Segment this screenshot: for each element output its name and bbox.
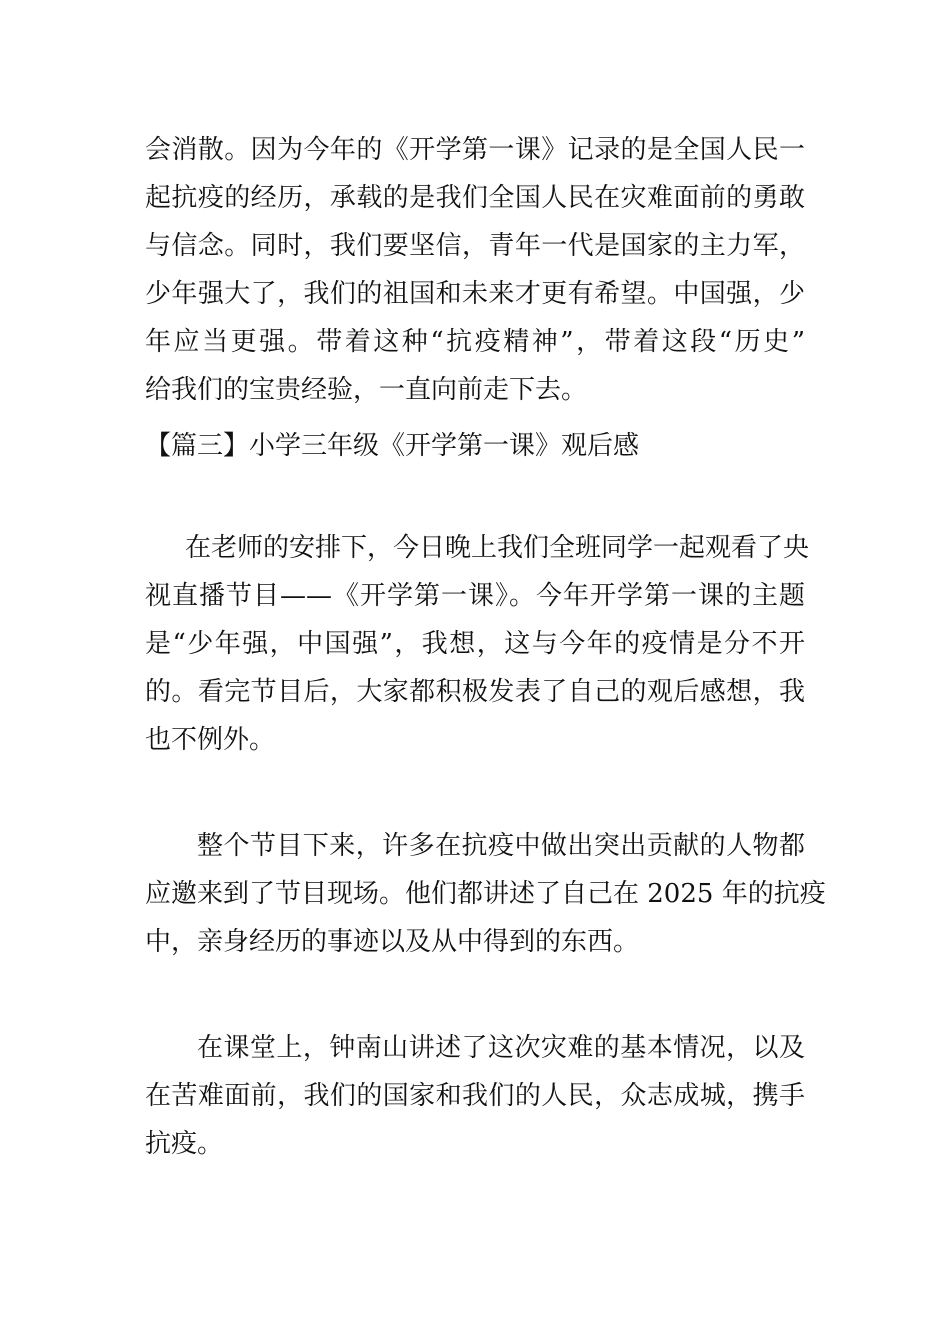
text-line: 视直播节目——《开学第一课》。今年开学第一课的主题 (145, 581, 805, 611)
text-line: 应邀来到了节目现场。他们都讲述了自己在 2025 年的抗疫 (145, 879, 826, 909)
text-line: 起抗疫的经历，承载的是我们全国人民在灾难面前的勇敢 (145, 183, 805, 213)
text-line: 给我们的宝贵经验，一直向前走下去。 (145, 375, 588, 405)
section-heading: 【篇三】小学三年级《开学第一课》观后感 (145, 431, 640, 461)
text-line: 中，亲身经历的事迹以及从中得到的东西。 (145, 927, 640, 957)
text-line: 在苦难面前，我们的国家和我们的人民，众志成城，携手 (145, 1081, 805, 1111)
text-line: 与信念。同时，我们要坚信，青年一代是国家的主力军， (145, 231, 805, 261)
text-line: 是“少年强，中国强”，我想，这与今年的疫情是分不开 (145, 629, 805, 659)
text-line: 的。看完节目后，大家都积极发表了自己的观后感想，我 (145, 677, 805, 707)
text-line: 抗疫。 (145, 1129, 224, 1159)
text-line: 整个节目下来，许多在抗疫中做出突出贡献的人物都 (197, 831, 805, 861)
text-line: 也不例外。 (145, 725, 276, 755)
text-line: 会消散。因为今年的《开学第一课》记录的是全国人民一 (145, 135, 805, 165)
text-line: 在老师的安排下，今日晚上我们全班同学一起观看了央 (185, 533, 810, 563)
text-line: 年应当更强。带着这种“抗疫精神”，带着这段“历史” (145, 327, 805, 357)
text-line: 少年强大了，我们的祖国和未来才更有希望。中国强，少 (145, 279, 805, 309)
text-line: 在课堂上，钟南山讲述了这次灾难的基本情况，以及 (197, 1033, 805, 1063)
